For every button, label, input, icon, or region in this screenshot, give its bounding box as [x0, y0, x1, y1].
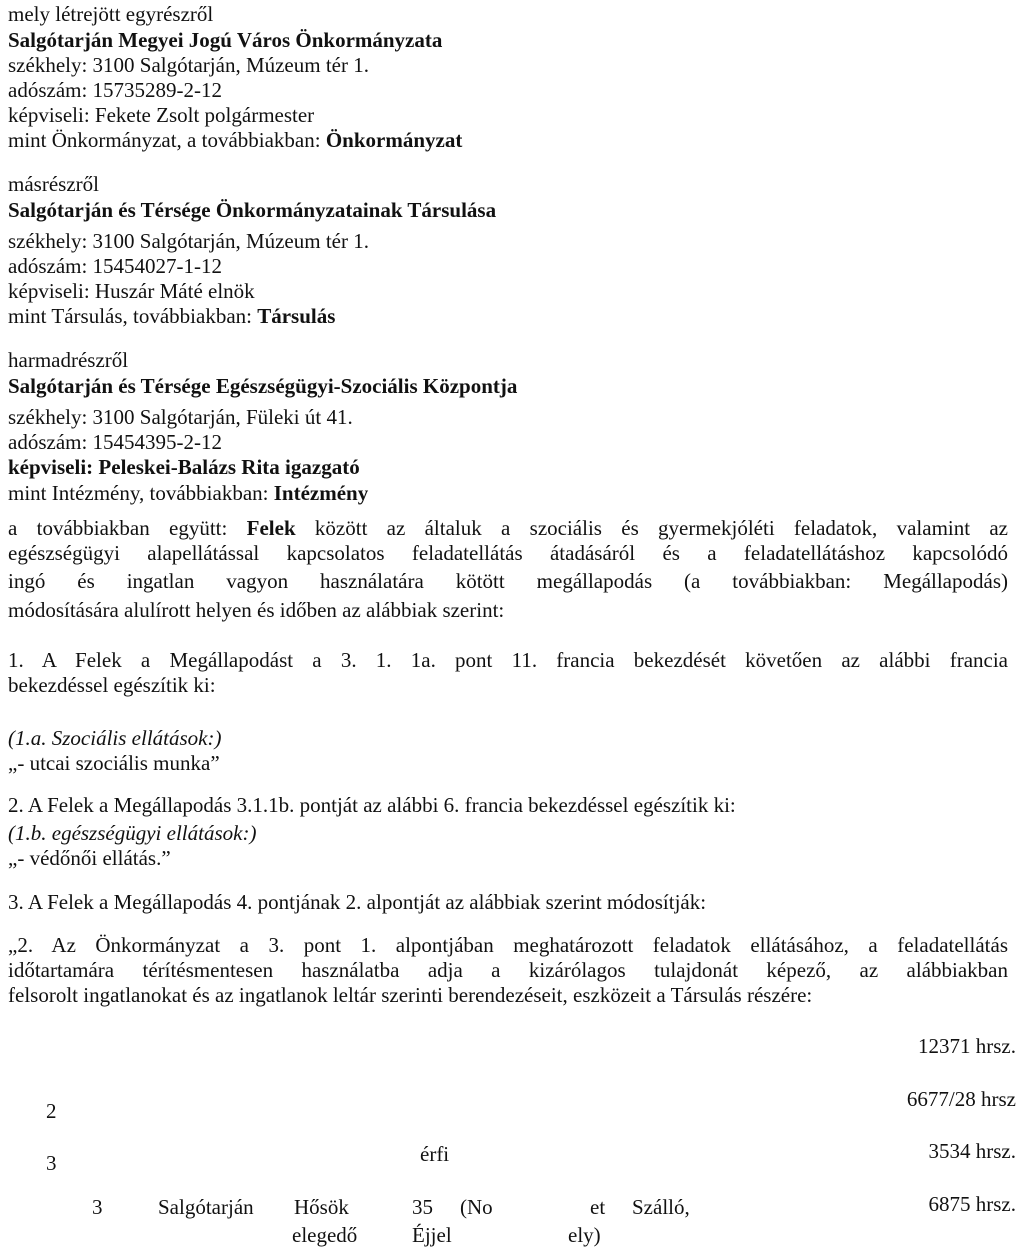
table-row-4-name: Szálló, [632, 1195, 690, 1219]
party1-designation [8, 128, 462, 152]
table-row-4-street-cont: elegedő [292, 1223, 358, 1247]
party1-intro: mely létrejött egyrészről [8, 2, 214, 26]
party1-short-name: Önkormányzat [325, 128, 463, 152]
party1-rep: képviseli: Fekete Zsolt polgármester [8, 103, 315, 127]
table-row-4-et: et [590, 1195, 606, 1219]
item1-reference: (1.a. Szociális ellátások:) [8, 726, 222, 750]
item3-line-1: 3. A Felek a Megállapodás 4. pontjának 2. alpontját az alábbiak szerint módosítják: [8, 890, 707, 914]
party3-tax: adószám: 15454395-2-12 [8, 430, 223, 454]
party1-tax: adószám: 15735289-2-12 [8, 78, 223, 102]
table-row-2-num: 2 [46, 1099, 57, 1123]
item3-para-line-2: időtartamára térítésmentesen használatba adja a kizárólagos tulajdonát képező, az alábbiakban [8, 958, 1008, 982]
party2-rep: képviseli: Huszár Máté elnök [8, 279, 255, 303]
table-row-4-street: Hősök [294, 1195, 349, 1219]
preamble-line-1 [8, 516, 1008, 540]
table-row-4-paren: (No [460, 1195, 493, 1219]
table-row-1-hrsz: 12371 hrsz. [918, 1034, 1016, 1058]
table-row-4-city: Salgótarján [158, 1195, 254, 1219]
table-row-4-num: 3 [92, 1195, 103, 1219]
item3-para-line-1: „2. Az Önkormányzat a 3. pont 1. alpontjában meghatározott feladatok ellátásához, a feladatellátás [8, 933, 1008, 957]
preamble-line-4: módosítására alulírott helyen és időben az alábbiak szerint: [8, 598, 505, 622]
item3-para-line-3: felsorolt ingatlanokat és az ingatlanok leltár szerinti berendezéseit, eszközeit a Társulás részére: [8, 983, 813, 1007]
item2-reference: (1.b. egészségügyi ellátások:) [8, 821, 257, 845]
preamble-text: között az általuk a szociális és gyermekjóléti feladatok, valamint az [295, 516, 1008, 540]
party2-tax: adószám: 15454027-1-12 [8, 254, 223, 278]
item1-line-2: bekezdéssel egészítik ki: [8, 673, 216, 697]
party2-short-name: Társulás [257, 304, 336, 328]
item1-paragraph [8, 648, 1008, 697]
felek-term: Felek [246, 516, 296, 540]
party3-short-name: Intézmény [273, 481, 369, 505]
party2-intro: másrészről [8, 172, 99, 196]
party2-designation-prefix: mint Társulás, továbbiakban: [8, 304, 258, 328]
party1-name: Salgótarján Megyei Jogú Város Önkormányzata [8, 28, 443, 52]
table-row-4-number-cont: Éjjel [412, 1223, 452, 1247]
table-row-4-number: 35 [412, 1195, 433, 1219]
preamble-line-2: egészségügyi alapellátással kapcsolatos feladatellátás átadásáról és a feladatellátáshoz kapcsolódó [8, 541, 1008, 565]
party3-name: Salgótarján és Térsége Egészségügyi-Szociális Központja [8, 374, 518, 398]
party2-name: Salgótarján és Térsége Önkormányzatainak Társulása [8, 198, 497, 222]
item1-quote: „- utcai szociális munka” [8, 751, 220, 775]
party2-designation [8, 304, 335, 328]
party3-designation-prefix: mint Intézmény, továbbiakban: [8, 481, 274, 505]
table-row-3-mid: érfi [420, 1142, 450, 1166]
table-row-4-ely: ely) [568, 1223, 601, 1247]
table-row-2-hrsz: 6677/28 hrsz [906, 1087, 1016, 1111]
party1-seat: székhely: 3100 Salgótarján, Múzeum tér 1. [8, 53, 369, 77]
table-row-3-hrsz: 3534 hrsz. [928, 1139, 1016, 1163]
preamble-line-3: ingó és ingatlan vagyon használatára kötött megállapodás (a továbbiakban: Megállapodás) [8, 569, 1008, 593]
item2-quote: „- védőnői ellátás.” [8, 846, 171, 870]
item2-line-1: 2. A Felek a Megállapodás 3.1.1b. pontját az alábbi 6. francia bekezdéssel egészítik ki: [8, 793, 736, 817]
party3-designation [8, 481, 368, 505]
item3-paragraph [8, 933, 1008, 1007]
table-row-3-num: 3 [46, 1151, 57, 1175]
party2-seat: székhely: 3100 Salgótarján, Múzeum tér 1. [8, 229, 369, 253]
party3-intro: harmadrészről [8, 348, 129, 372]
preamble-text: a továbbiakban együtt: [8, 516, 247, 540]
table-row-4-hrsz: 6875 hrsz. [928, 1192, 1016, 1216]
party1-designation-prefix: mint Önkormányzat, a továbbiakban: [8, 128, 326, 152]
preamble-paragraph [8, 516, 1008, 622]
item1-line-1: 1. A Felek a Megállapodást a 3. 1. 1a. pont 11. francia bekezdését követően az alábbi francia [8, 648, 1008, 672]
party3-rep: képviseli: Peleskei-Balázs Rita igazgató [8, 455, 360, 479]
party3-seat: székhely: 3100 Salgótarján, Füleki út 41. [8, 405, 353, 429]
